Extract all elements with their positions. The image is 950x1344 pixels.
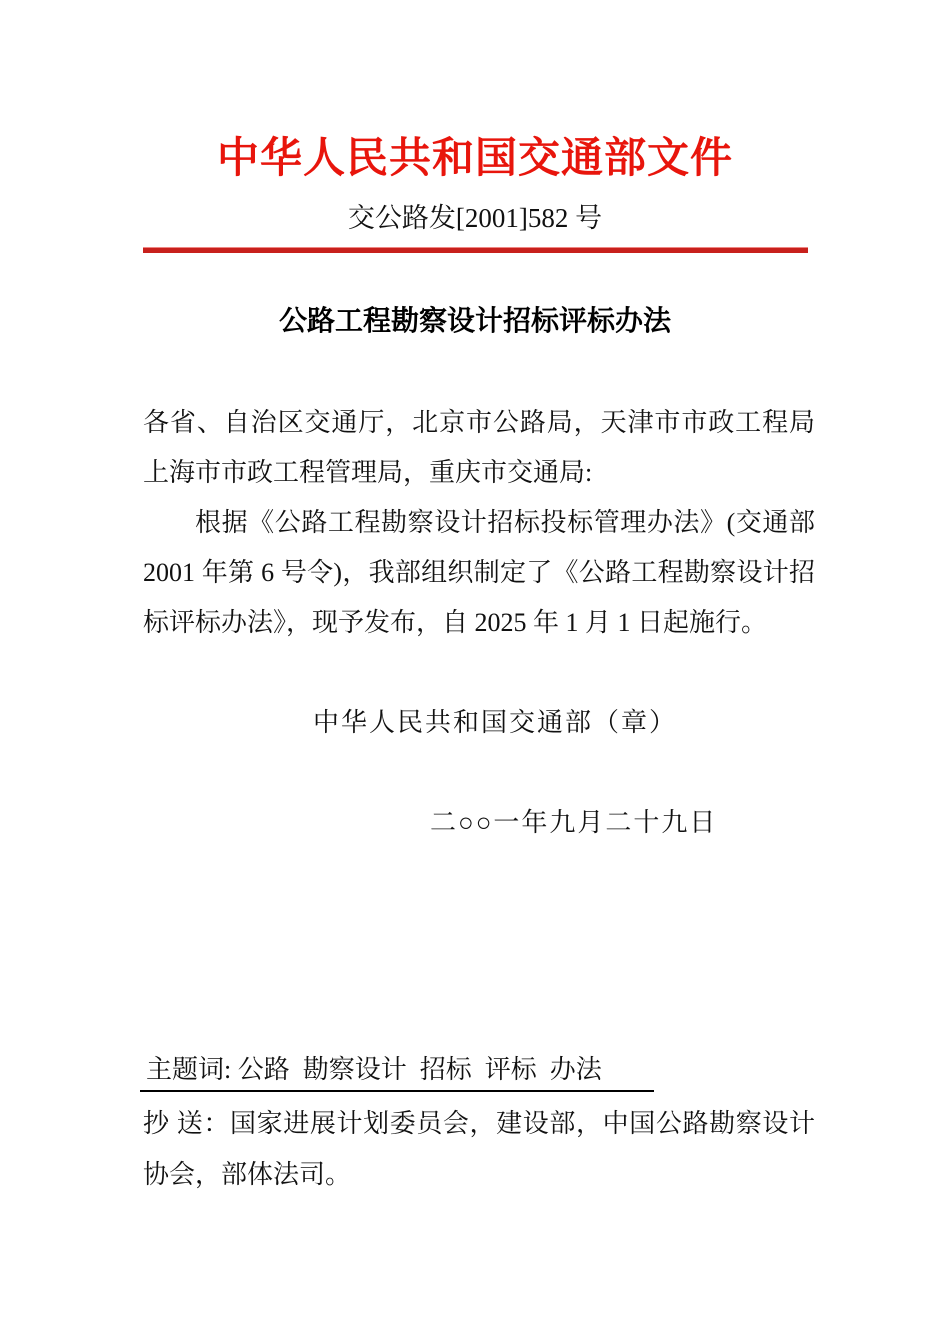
signature-line: 中华人民共和国交通部（章） (313, 708, 678, 737)
body-line: 各省、自治区交通厅，北京市公路局，天津市市政工程局 (143, 408, 815, 437)
doc-number: 交公路发[2001]582 号 (347, 203, 603, 233)
body-text (143, 398, 815, 648)
subject-keywords: 主题词: 公路 勘察设计 招标 评标 办法 (140, 1052, 654, 1092)
cc-line: 抄 送：国家进展计划委员会，建设部，中国公路勘察设计 (143, 1109, 815, 1138)
cc-line: 协会，部体法司。 (143, 1160, 352, 1189)
date-line: 二○○一年九月二十九日 (430, 808, 718, 837)
header-divider-rule (143, 247, 808, 253)
body-line: 根据《公路工程勘察设计招标投标管理办法》(交通部 (195, 508, 815, 537)
body-line: 2001 年第 6 号令)，我部组织制定了《公路工程勘察设计招 (143, 558, 815, 587)
body-line: 上海市市政工程管理局，重庆市交通局: (143, 458, 593, 487)
subject-keywords-row (140, 1052, 654, 1092)
doc-title: 公路工程勘察设计招标评标办法 (278, 306, 671, 337)
body-line: 标评标办法》，现予发布，自 2025 年 1 月 1 日起施行。 (143, 608, 768, 637)
cc-block (143, 1098, 815, 1200)
org-title: 中华人民共和国交通部文件 (216, 136, 733, 182)
